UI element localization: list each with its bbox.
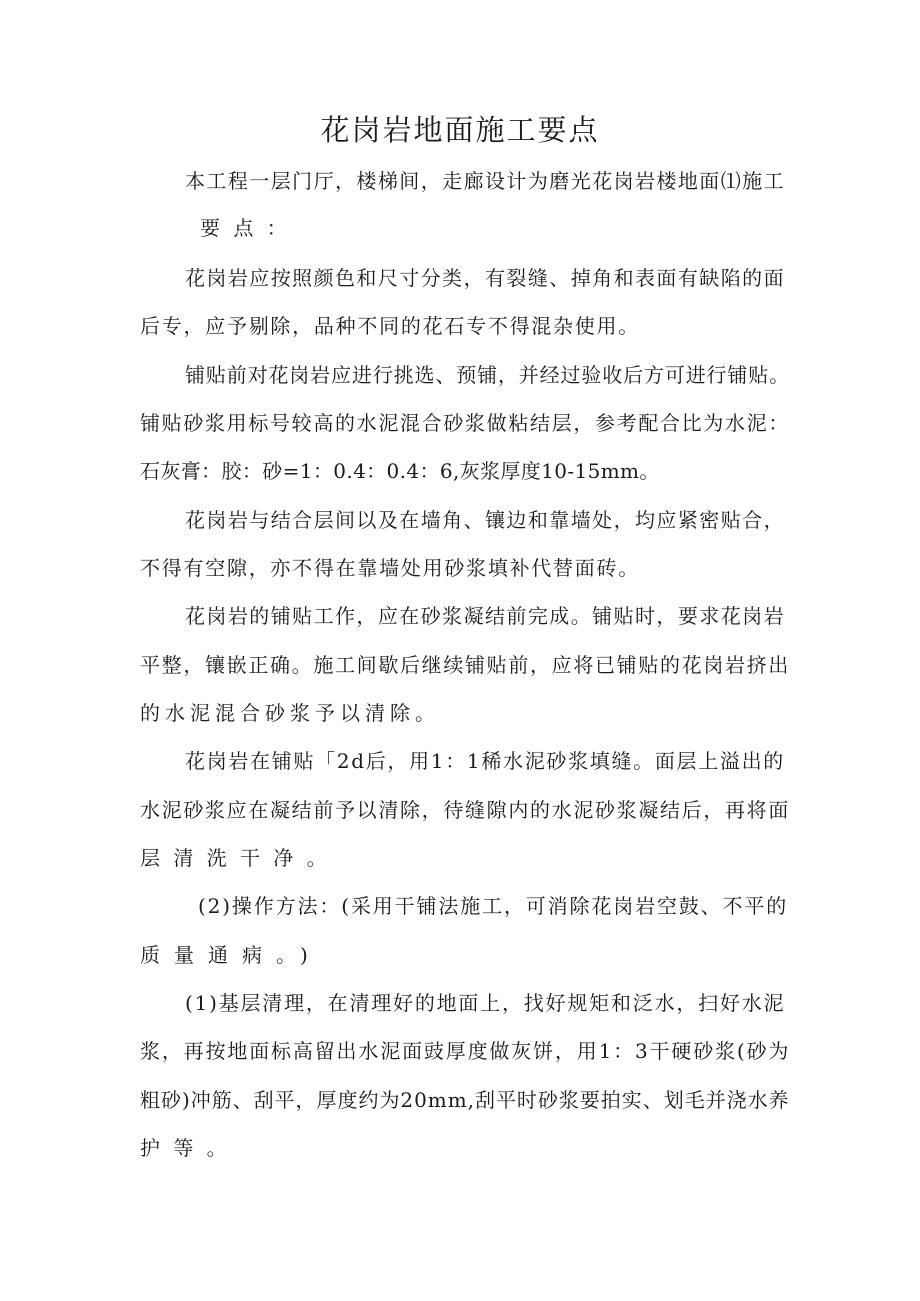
text-line: 护等。 bbox=[140, 1136, 240, 1160]
text-line: 石灰膏：胶：砂=1：0.4：0.4：6,灰浆厚度10-15mm。 bbox=[140, 459, 660, 483]
text-line: 水泥砂浆应在凝结前予以清除，待缝隙内的水泥砂浆凝结后，再将面 bbox=[140, 798, 790, 822]
text-line: 平整，镶嵌正确。施工间歇后继续铺贴前，应将已铺贴的花岗岩挤出 bbox=[140, 653, 790, 677]
text-line: 铺贴前对花岗岩应进行挑选、预铺，并经过验收后方可进行铺贴。 bbox=[185, 363, 790, 387]
text-line: 花岗岩与结合层间以及在墙角、镶边和靠墙处，均应紧密贴合， bbox=[185, 508, 785, 532]
text-line: 花岗岩的铺贴工作，应在砂浆凝结前完成。铺贴时，要求花岗岩 bbox=[185, 604, 785, 628]
text-line: 铺贴砂浆用标号较高的水泥混合砂浆做粘结层，参考配合比为水泥： bbox=[140, 411, 790, 435]
text-line: 不得有空隙，亦不得在靠墙处用砂浆填补代替面砖。 bbox=[140, 556, 640, 580]
text-line: 质量通病。) bbox=[140, 943, 322, 967]
text-line: (2)操作方法：(采用干铺法施工，可消除花岗岩空鼓、不平的 bbox=[198, 894, 789, 918]
text-line: 花岗岩应按照颜色和尺寸分类，有裂缝、掉角和表面有缺陷的面 bbox=[185, 266, 785, 290]
document-title: 花岗岩地面施工要点 bbox=[320, 113, 600, 147]
text-line: 要点： bbox=[200, 216, 300, 240]
text-line: 层清洗干净。 bbox=[140, 846, 340, 870]
text-line: (1)基层清理，在清理好的地面上，找好规矩和泛水，扫好水泥 bbox=[185, 991, 786, 1015]
text-line: 本工程一层门厅，楼梯间，走廊设计为磨光花岗岩楼地面⑴施工 bbox=[185, 169, 785, 193]
text-line: 浆，再按地面标高留出水泥面豉厚度做灰饼，用1：3干硬砂浆(砂为 bbox=[140, 1039, 791, 1063]
text-line: 的水泥混合砂浆予以清除。 bbox=[140, 701, 440, 725]
text-line: 粗砂)冲筋、刮平，厚度约为20mm,刮平时砂浆要拍实、划毛并浇水养 bbox=[140, 1088, 790, 1112]
text-line: 花岗岩在铺贴「2d后，用1：1稀水泥砂浆填缝。面层上溢出的 bbox=[185, 749, 785, 773]
text-line: 后专，应予剔除，品种不同的花石专不得混杂使用。 bbox=[140, 314, 640, 338]
